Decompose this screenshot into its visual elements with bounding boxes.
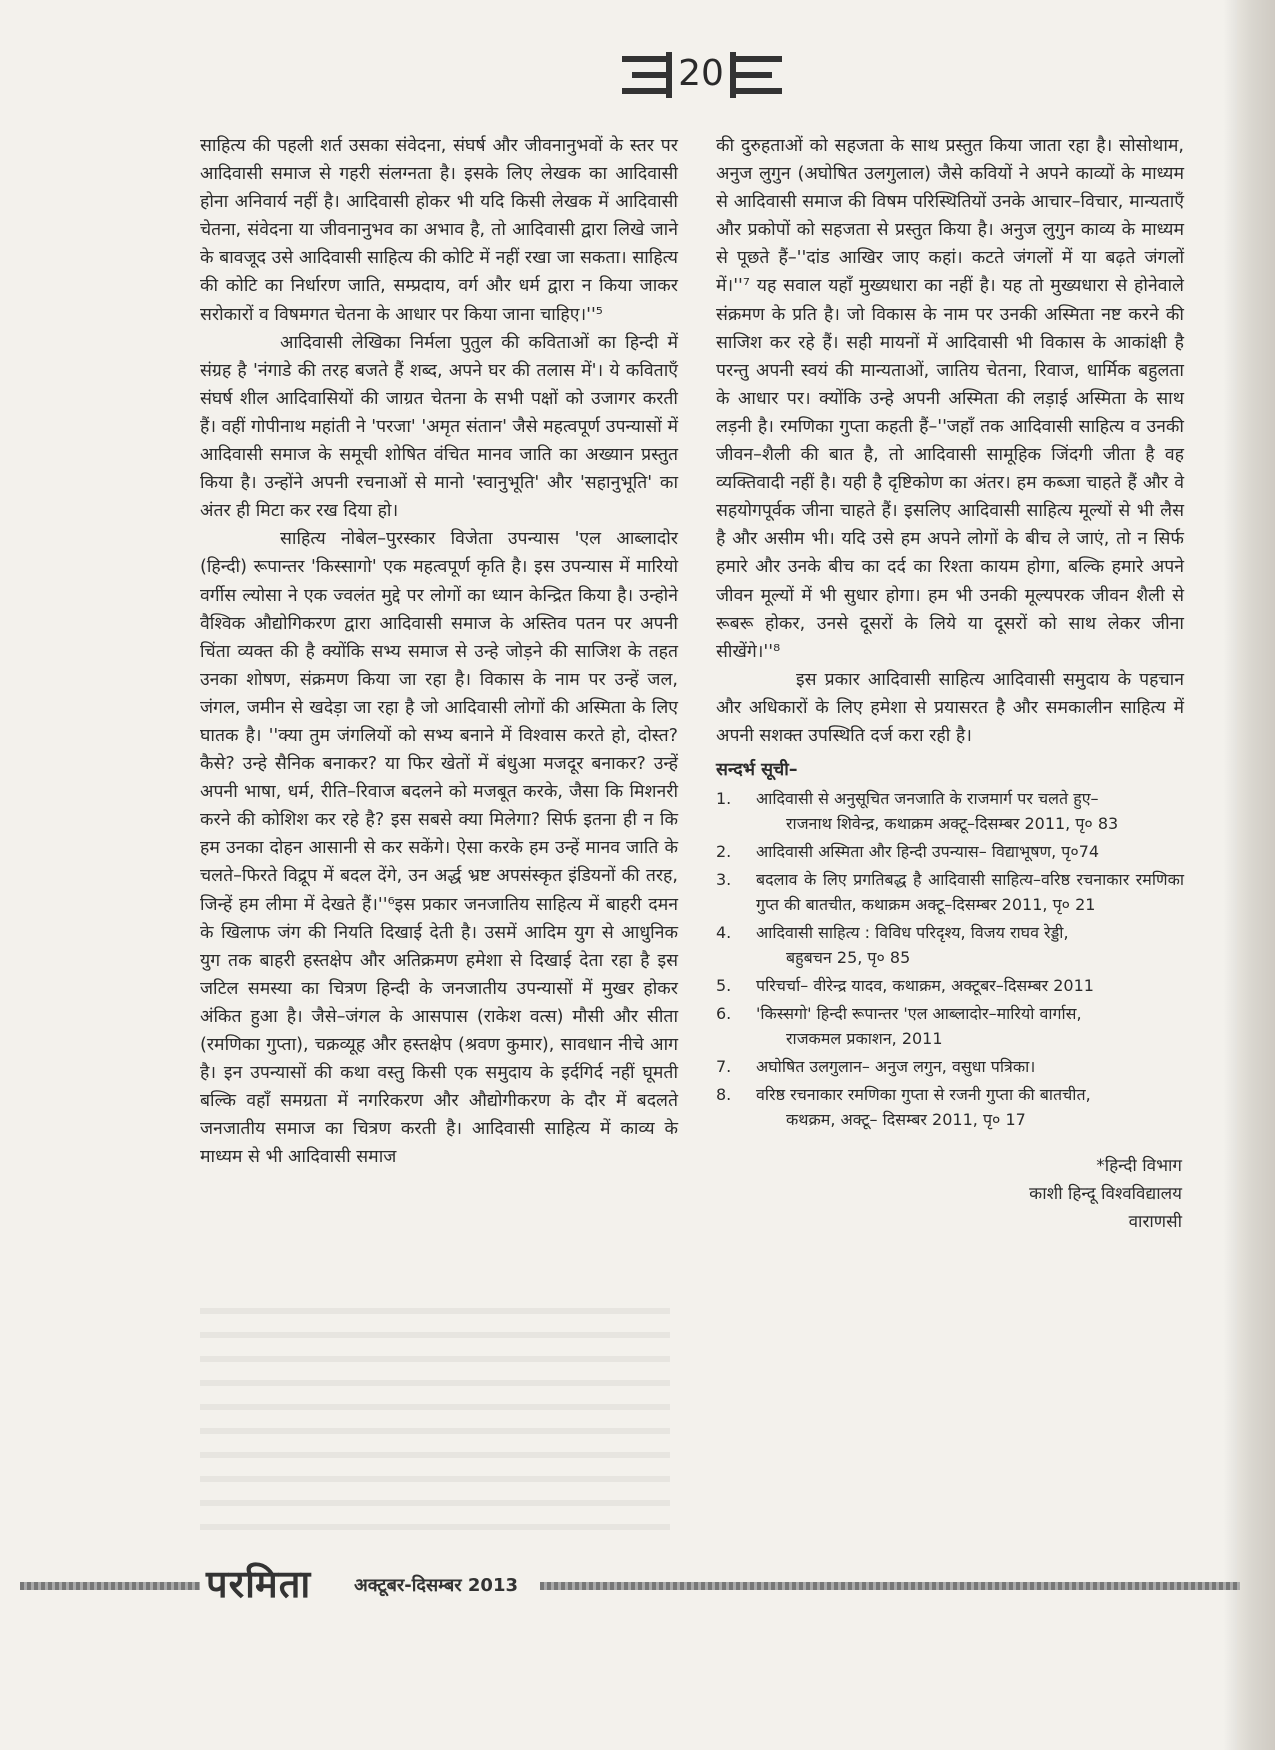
page-header [0,40,1275,120]
reference-item: 4. आदिवासी साहित्य : विविध परिदृश्य, विजय राघव रेड्डी, बहुबचन 25, पृ० 85 [716,923,1069,968]
affiliation-department: *हिन्दी विभाग [1096,1156,1182,1177]
paragraph: साहित्य नोबेल–पुरस्कार विजेता उपन्यास 'एल आब्लादोर (हिन्दी) रूपान्तर 'किस्सागो' एक महत्वपूर्ण कृति है। इस उपन्यास में मारियो वर्गीस ल्योसा ने एक ज्वलंत मुद्दे पर लोगों का ध्यान केन्द्रित किया है। उन्होने वैश्विक औद्योगिकरण द्वारा आदिवासी समाज के अस्तिव पतन पर अपनी चिंता व्यक्त की है क्योंकि सभ्य समाज से उन्हे जोड़ने की साजिश के तहत उनका शोषण, संक्रमण किया जा रहा है। विकास के नाम पर उन्हें जल, जंगल, जमीन से खदेड़ा जा रहा है जो आदिवासी लोगों की अस्मिता के लिए घातक है। ''क्या तुम जंगलियों को सभ्य बनाने में विश्वास करते हो, दोस्त? कैसे? उन्हे सैनिक बनाकर? या फिर खेतों में बंधुआ मजदूर बनाकर? उन्हें अपनी भाषा, धर्म, रीति–रिवाज बदलने को मजबूत करके, जैसा कि मिशनरी करने की कोशिश कर रहे है? इस सबसे क्या मिलेगा? सिर्फ इतना ही न कि हम उनका दोहन आसानी से कर सकेंगे। ऐसा करके हम उन्हें मानव जाति के चलते–फिरते विद्रूप में बदल देंगे, उन अर्द्ध भ्रष्ट अपसंस्कृत इंडियनों की तरह, जिन्हें हम लीमा में देखते हैं।''⁶इस प्रकार जनजातिय साहित्य में बाहरी दमन के खिलाफ जंग की नियति दिखाई देती है। उसमें आदिम युग से आधुनिक युग तक बाहरी हस्तक्षेप और अतिक्रमण हमेशा से दिखाई देता रहा है इस जटिल समस्या का चित्रण हिन्दी के जनजातीय उपन्यासों में मुखर होकर अंकित हुआ है। जैसे–जंगल के आसपास (राकेश वत्स) मौसी और सीता (रमणिका गुप्ता), चक्रव्यूह और हस्तक्षेप (श्रवण कुमार), सावधान नीचे आग है। इन उपन्यासों की कथा वस्तु किसी एक समुदाय के इर्दगिर्द नहीं घूमती बल्कि वहाँ समग्रता में नगरिकरण और औद्योगीकरण के दौर में बदलते जनजातीय समाज का चित्रण करती है। आदिवासी साहित्य में काव्य के माध्यम से भी आदिवासी समाज [200,529,678,1168]
reference-item: 3. बदलाव के लिए प्रगतिबद्ध है आदिवासी साहित्य–वरिष्ठ रचनाकार रमणिका गुप्त की बातचीत, कथाक्रम अक्टू–दिसम्बर 2011, पृ० 21 [716,870,1184,915]
paragraph: की दुरुहताओं को सहजता के साथ प्रस्तुत किया जाता रहा है। सोसोथाम, अनुज लुगुन (अघोषित उलगुलाल) जैसे कवियों ने अपने काव्यों के माध्यम से आदिवासी समाज की विषम परिस्थितियों उनके आचार–विचार, मान्यताएँ और प्रकोपों को सहजता से प्रस्तुत किया है। अनुज लुगुन काव्य के माध्यम से पूछते हैं–''दांड आखिर जाए कहां। कटते जंगलों में या बढ़ते जंगलों में।''⁷ यह सवाल यहाँ मुख्यधारा का नहीं है। यह तो मुख्यधारा से होनेवाले संक्रमण के प्रति है। जो विकास के नाम पर उनकी अस्मिता नष्ट करने की साजिश कर रहे हैं। सही मायनों में आदिवासी भी विकास के आकांक्षी है परन्तु अपनी स्वयं की मान्यताओं, जातिय चेतना, रिवाज, धार्मिक बहुलता के आधार पर। क्योंकि उन्हे अपनी अस्मिता की लड़ाई अस्मिता के साथ लड़नी है। रमणिका गुप्ता कहती हैं–''जहाँ तक आदिवासी साहित्य व उनकी जीवन–शैली की बात है, तो आदिवासी सामूहिक जिंदगी जीता है वह व्यक्तिवादी नहीं है। यही है दृष्टिकोण का अंतर। हम कब्जा चाहते हैं और वे सहयोगपूर्वक जीना चाहते हैं। इसलिए आदिवासी साहित्य मूल्यों से भी लैस है और असीम भी। यदि उसे हम अपने लोगों के बीच ले जाएं, तो न सिर्फ हमारे और उनके बीच का दर्द का रिश्ता कायम होगा, बल्कि हमारे अपने जीवन मूल्यों में भी सुधार होगा। हम भी उनकी मूल्यपरक जीवन शैली से रूबरू होकर, उनसे दूसरों के लिये या दूसरों को साथ लेकर जीना सीखेंगे।''⁸ [716,136,1184,662]
reference-item: 5. परिचर्चा– वीरेन्द्र यादव, कथाक्रम, अक्टूबर–दिसम्बर 2011 [716,976,1094,996]
reference-item: 7. अघोषित उलगुलान– अनुज लगुन, वसुधा पत्रिका। [716,1057,1036,1077]
affiliation-city: वाराणसी [1128,1212,1182,1233]
page-number-ornament-left [622,52,674,98]
reference-item: 8. वरिष्ठ रचनाकार रमणिका गुप्ता से रजनी गुप्ता की बातचीत, कथक्रम, अक्टू– दिसम्बर 2011, पृ० 17 [716,1085,1091,1130]
affiliation-university: काशी हिन्दू विश्वविद्यालय [1029,1184,1182,1205]
references-heading: सन्दर्भ सूची– [716,760,798,781]
author-affiliation [716,1152,1184,1236]
page-number-ornament-right [730,52,782,98]
reference-item: 6. 'किस्सगो' हिन्दी रूपान्तर 'एल आब्लादोर–मारियो वार्गास, राजकमल प्रकाशन, 2011 [716,1004,1082,1049]
page-edge [1237,0,1275,1750]
footer-rule-left [20,1582,200,1590]
paragraph: साहित्य की पहली शर्त उसका संवेदना, संघर्ष और जीवनानुभवों के स्तर पर आदिवासी समाज से गहरी संलग्नता है। इसके लिए लेखक का आदिवासी होना अनिवार्य नहीं है। आदिवासी होकर भी यदि किसी लेखक में आदिवासी चेतना, संवेदना या जीवनानुभव का अभाव है, तो आदिवासी द्वारा लिखे जाने के बावजूद उसे आदिवासी साहित्य की कोटि में नहीं रखा जा सकता। साहित्य की कोटि का निर्धारण जाति, सम्प्रदाय, वर्ग और धर्म द्वारा न किया जाकर सरोकारों व विषमगत चेतना के आधार पर किया जाना चाहिए।''⁵ [200,136,678,325]
reference-item: 1. आदिवासी से अनुसूचित जनजाति के राजमार्ग पर चलते हुए– राजनाथ शिवेन्द्र, कथाक्रम अक्टू–दिसम्बर 2011, पृ० 83 [716,789,1119,834]
footer-rule-right [540,1582,1240,1590]
paragraph: आदिवासी लेखिका निर्मला पुतुल की कविताओं का हिन्दी में संग्रह है 'नंगाडे की तरह बजते हैं शब्द, अपने घर की तलास में'। ये कविताएँ संघर्ष शील आदिवासियों की जाग्रत चेतना के सभी पक्षों को उजागर करती हैं। वहीं गोपीनाथ महांती ने 'परजा' 'अमृत संतान' जैसे महत्वपूर्ण उपन्यासों में आदिवासी समाज के समूची शोषित वंचित मानव जाति का अख्यान प्रस्तुत किया है। उन्होंने अपनी रचनाओं से मानो 'स्वानुभूति' और 'सहानुभूति' का अंतर ही मिटा कर रख दिया हो। [200,332,678,522]
paragraph: इस प्रकार आदिवासी साहित्य आदिवासी समुदाय के पहचान और अधिकारों के लिए हमेशा से प्रयासरत है और समकालीन साहित्य में अपनी सशक्त उपस्थिति दर्ज करा रही है। [716,669,1184,746]
magazine-logo: परमिता [206,1562,312,1606]
show-through-texture [200,1290,670,1530]
issue-date: अक्टूबर-दिसम्बर 2013 [354,1575,518,1596]
page-number: 20 [678,53,724,94]
left-column [200,132,678,1171]
page-footer [0,1555,1240,1615]
right-column [716,132,1184,1236]
reference-item: 2. आदिवासी अस्मिता और हिन्दी उपन्यास– विद्याभूषण, पृ०74 [716,842,1100,862]
page-shadow [1223,0,1237,1750]
references-list [716,786,1184,1132]
